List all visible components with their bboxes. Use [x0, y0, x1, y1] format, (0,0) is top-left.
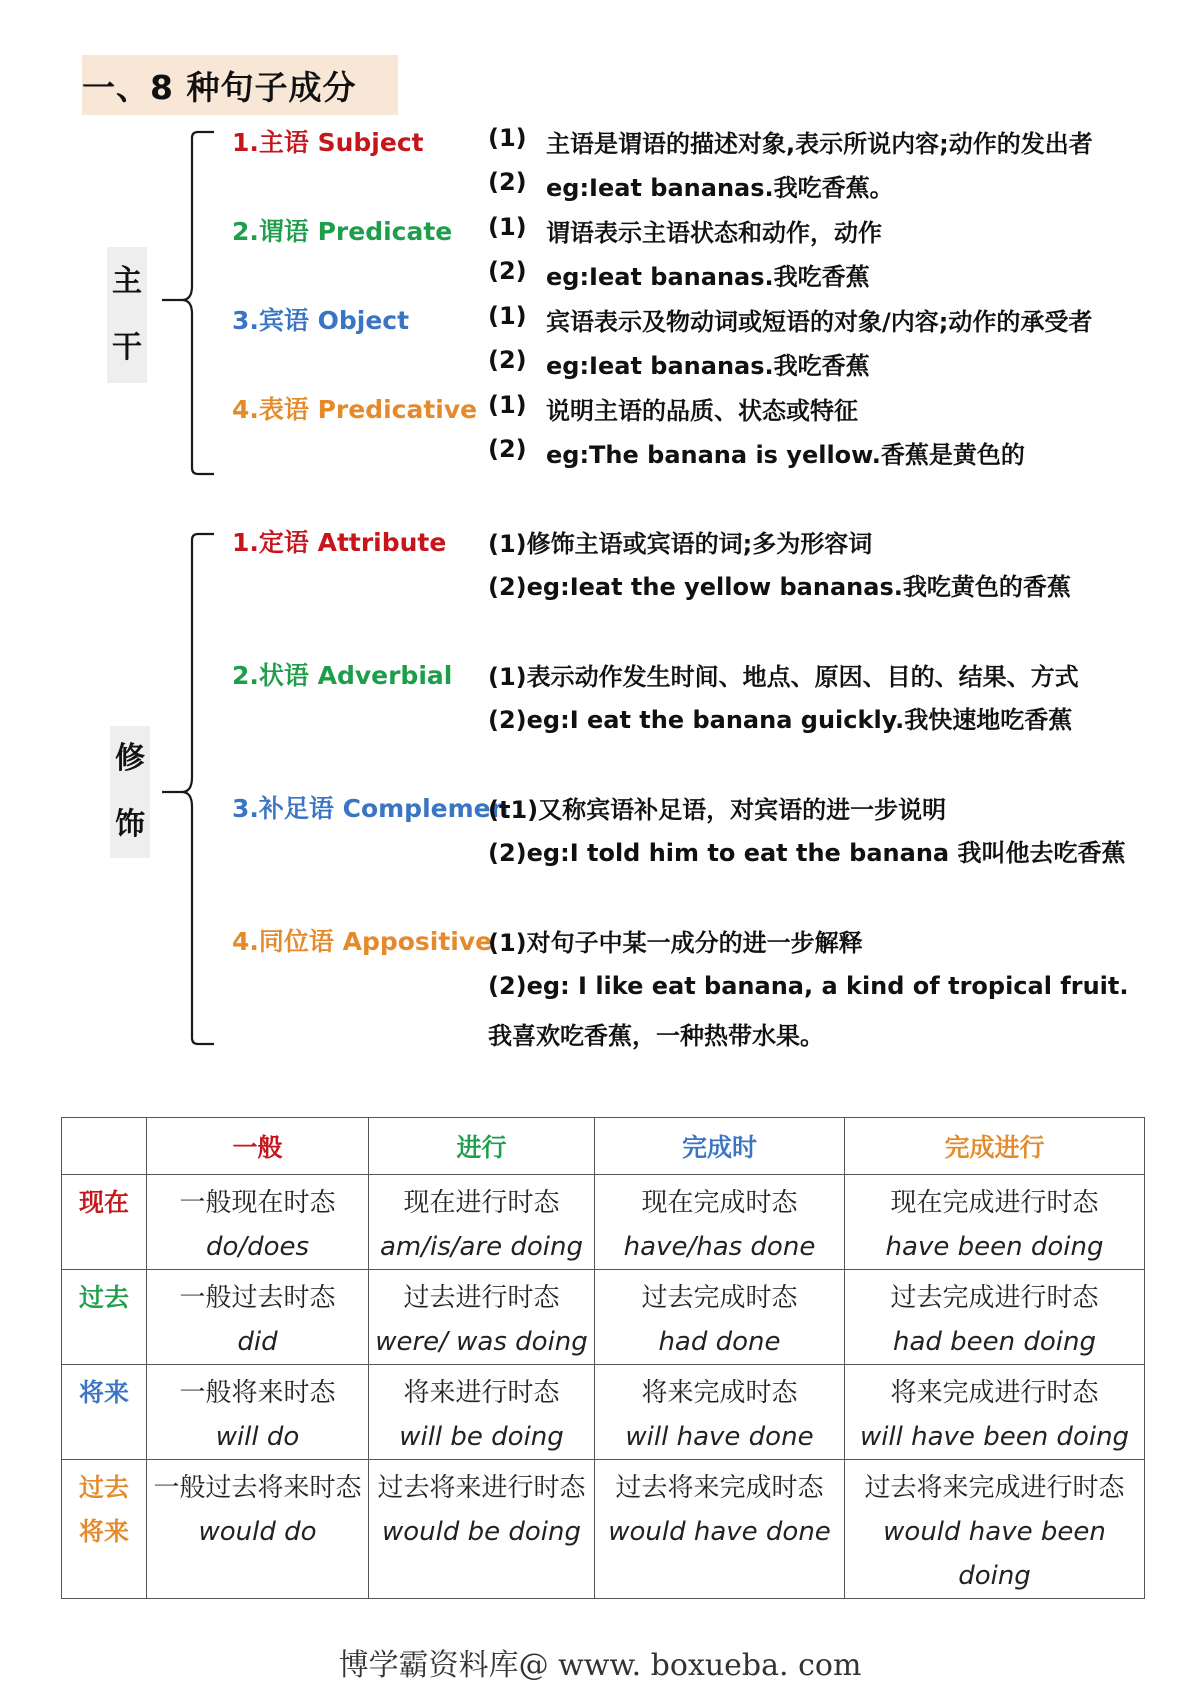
cell-cn: 一般过去时态	[179, 1283, 336, 1313]
modifier-group-label-char-2: 饰	[115, 807, 145, 842]
table-row	[62, 1175, 1145, 1270]
row-header-text: 过去	[78, 1283, 129, 1312]
cell-cn: 一般将来时态	[179, 1378, 336, 1408]
complement-desc1: (t1)又称宾语补足语，对宾语的进一步说明	[488, 796, 947, 824]
cell-en: will have been doing	[859, 1422, 1130, 1452]
cell-cn: 将来完成进行时态	[890, 1378, 1099, 1408]
cell-cn: 一般过去将来时态	[153, 1473, 362, 1503]
main-group-label-char-2: 干	[112, 330, 142, 365]
cell-en: were/ was doing	[375, 1327, 588, 1357]
component-object: 3.宾语 Object	[232, 306, 410, 335]
cell-en: will do	[215, 1422, 300, 1452]
cell-cn: 过去将来进行时态	[377, 1473, 586, 1503]
row-header	[62, 1175, 147, 1270]
component-predicative: 4.表语 Predicative	[232, 395, 478, 424]
predicative-desc1-num: (1)	[488, 391, 527, 419]
section-title-text: 一、8 种句子成分	[82, 67, 357, 107]
predicate-desc2-num: (2)	[488, 257, 527, 285]
column-header: 进行	[369, 1118, 595, 1175]
cell-cn: 过去完成进行时态	[890, 1283, 1099, 1313]
table-cell	[845, 1365, 1145, 1460]
row-header-text: 将来	[78, 1378, 129, 1407]
row-header-text: 过去	[78, 1473, 129, 1502]
cell-cn: 现在进行时态	[403, 1188, 560, 1218]
object-desc2-num: (2)	[488, 346, 527, 374]
row-header	[62, 1460, 147, 1599]
table-row	[62, 1460, 1145, 1599]
subject-desc1: 主语是谓语的描述对象,表示所说内容;动作的发出者	[546, 130, 1093, 158]
table-cell	[147, 1365, 369, 1460]
table-cell	[369, 1270, 595, 1365]
object-desc2: eg:Ieat bananas.我吃香蕉	[546, 352, 870, 380]
cell-en: do/does	[205, 1232, 310, 1262]
predicate-desc1: 谓语表示主语状态和动作，动作	[546, 219, 882, 247]
subject-desc1-num: (1)	[488, 124, 527, 152]
object-desc1: 宾语表示及物动词或短语的对象/内容;动作的承受者	[546, 308, 1093, 336]
cell-cn: 将来进行时态	[403, 1378, 560, 1408]
cell-cn: 过去将来完成进行时态	[864, 1473, 1125, 1503]
cell-cn: 过去进行时态	[403, 1283, 560, 1313]
appositive-desc1: (1)对句子中某一成分的进一步解释	[488, 929, 863, 957]
table-row	[62, 1270, 1145, 1365]
column-header: 完成时	[595, 1118, 845, 1175]
modifier-group-label	[110, 726, 150, 858]
cell-en: had been doing	[892, 1327, 1097, 1357]
table-corner	[62, 1118, 147, 1175]
adverbial-desc1: (1)表示动作发生时间、地点、原因、目的、结果、方式	[488, 663, 1079, 691]
appositive-desc3: 我喜欢吃香蕉，一种热带水果。	[488, 1022, 824, 1050]
table-cell	[369, 1365, 595, 1460]
table-cell	[595, 1365, 845, 1460]
cell-cn: 将来完成时态	[641, 1378, 798, 1408]
cell-cn: 现在完成时态	[641, 1188, 798, 1218]
table-cell	[595, 1270, 845, 1365]
appositive-desc2: (2)eg: I like eat banana, a kind of tropical fruit.	[488, 972, 1129, 1000]
subject-desc2-num: (2)	[488, 168, 527, 196]
adverbial-desc2: (2)eg:I eat the banana guickly.我快速地吃香蕉	[488, 706, 1073, 734]
table-cell	[147, 1175, 369, 1270]
predicative-desc2: eg:The banana is yellow.香蕉是黄色的	[546, 441, 1025, 469]
cell-en: had done	[658, 1327, 781, 1357]
table-cell	[845, 1460, 1145, 1599]
cell-en: am/is/are doing	[379, 1232, 584, 1262]
predicate-desc1-num: (1)	[488, 213, 527, 241]
cell-cn: 过去将来完成时态	[615, 1473, 824, 1503]
subject-desc2: eg:Ieat bananas.我吃香蕉。	[546, 174, 894, 202]
component-predicate: 2.谓语 Predicate	[232, 217, 453, 246]
component-appositive: 4.同位语 Appositive	[232, 927, 493, 956]
cell-en: would have been doing	[883, 1517, 1106, 1591]
column-header: 完成进行	[845, 1118, 1145, 1175]
cell-cn: 现在完成进行时态	[890, 1188, 1099, 1218]
predicative-desc2-num: (2)	[488, 435, 527, 463]
cell-cn: 一般现在时态	[179, 1188, 336, 1218]
cell-en: have been doing	[885, 1232, 1104, 1262]
attribute-desc1: (1)修饰主语或宾语的词;多为形容词	[488, 530, 873, 558]
section-title	[82, 55, 398, 115]
cell-cn: 过去完成时态	[641, 1283, 798, 1313]
tense-table	[61, 1117, 1145, 1599]
modifier-group-label-char-1: 修	[115, 741, 145, 776]
row-header-text: 现在	[78, 1188, 129, 1217]
modifier-group-brace	[160, 530, 220, 1050]
footer-watermark: 博学霸资料库@ www. boxueba. com	[338, 1648, 862, 1683]
table-cell	[845, 1175, 1145, 1270]
main-group-brace	[160, 128, 220, 478]
component-subject: 1.主语 Subject	[232, 128, 424, 157]
table-cell	[369, 1175, 595, 1270]
predicate-desc2: eg:Ieat bananas.我吃香蕉	[546, 263, 870, 291]
table-cell	[369, 1460, 595, 1599]
component-complement: 3.补足语 Complemen	[232, 794, 509, 823]
table-cell	[595, 1175, 845, 1270]
table-cell	[845, 1270, 1145, 1365]
component-attribute: 1.定语 Attribute	[232, 528, 447, 557]
table-cell	[147, 1270, 369, 1365]
cell-en: have/has done	[623, 1232, 816, 1262]
table-row	[62, 1365, 1145, 1460]
row-header	[62, 1365, 147, 1460]
table-cell	[147, 1460, 369, 1599]
main-group-label-char-1: 主	[112, 264, 142, 299]
cell-en: did	[237, 1327, 278, 1357]
component-adverbial: 2.状语 Adverbial	[232, 661, 453, 690]
complement-desc2: (2)eg:I told him to eat the banana 我叫他去吃香蕉	[488, 839, 1126, 867]
cell-en: would be doing	[381, 1517, 582, 1547]
cell-en: would have done	[608, 1517, 831, 1547]
object-desc1-num: (1)	[488, 302, 527, 330]
column-header: 一般	[147, 1118, 369, 1175]
cell-en: would do	[198, 1517, 317, 1547]
table-cell	[595, 1460, 845, 1599]
predicative-desc1: 说明主语的品质、状态或特征	[546, 397, 858, 425]
cell-en: will have done	[625, 1422, 814, 1452]
main-group-label	[107, 247, 147, 383]
attribute-desc2: (2)eg:Ieat the yellow bananas.我吃黄色的香蕉	[488, 573, 1071, 601]
cell-en: will be doing	[399, 1422, 564, 1452]
row-header-text: 将来	[78, 1517, 129, 1546]
table-header-row	[62, 1118, 1145, 1175]
row-header	[62, 1270, 147, 1365]
